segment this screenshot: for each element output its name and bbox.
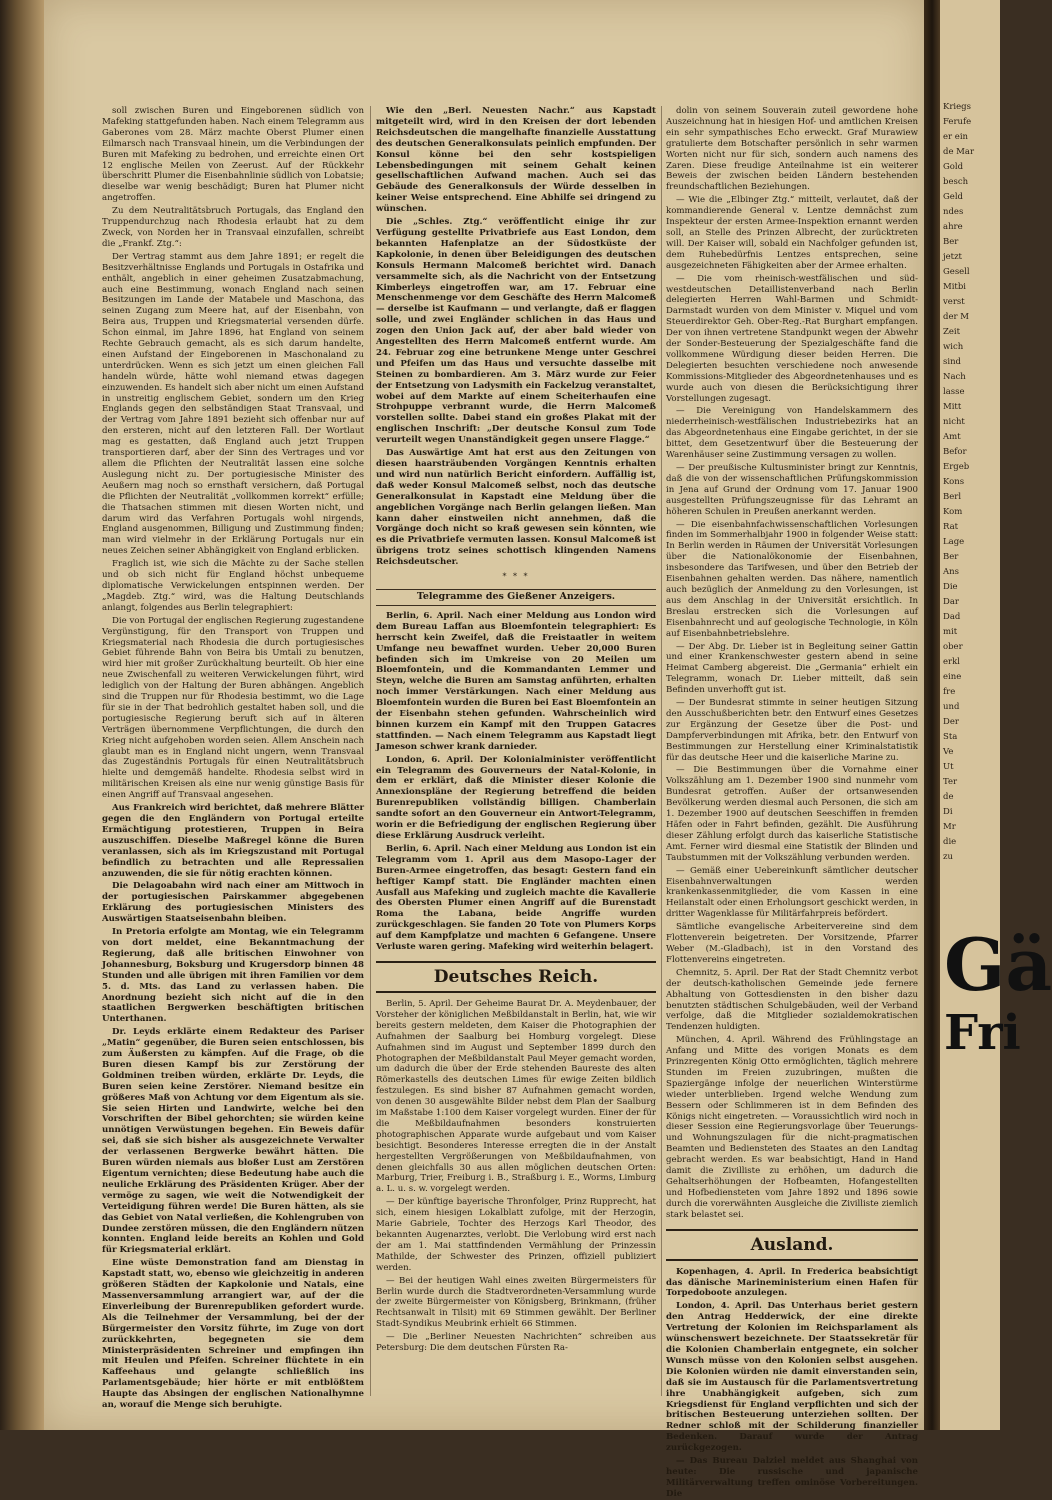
- column-3: [666, 106, 918, 1499]
- article-paragraph: — Die Vereinigung von Handelskammern des niederrheinisch-westfälischen Industriebezirks hat an das Abgeordnetenhaus eine Eingabe gerichtet, in der sie bittet, dem Gesetzentwurf über die Besteuerung der Warenhäuser seine Zustimmung versagen zu wollen.: [666, 406, 918, 461]
- right-page-text-fragment: Dad: [943, 612, 961, 622]
- right-page-text-fragment: Die: [943, 582, 958, 592]
- article-paragraph: Die von Portugal der englischen Regierung zugestandene Vergünstigung, für den Transport von Truppen und Kriegsmaterial nach Rhodesia die durch portugiesisches Gebiet führende Bahn von Beira bis Umtali zu benutzen, wird hier mit großer Zurückhaltung beurteilt. Ob hier eine neue Zwischenfall zu weiteren Verwickelungen führt, wird lediglich von der Haltung der Buren abhängen. Angeblich sind die Truppen nur für Rhodesia bestimmt, wo die Lage für sie in der That bedrohlich gestaltet haben soll, und die portugiesische Regierung beruft sich auf in älteren Verträgen übernommene Verpflichtungen, die durch den Krieg nicht aufgehoben worden seien. Allem Anschein nach glaubt man es in England nicht ungern, wenn Transvaal das Zugeständnis Portugals für einen Neutralitätsbruch hielte und demgemäß handelte. Rhodesia selbst wird in militärischen Kreisen als eine nur wenig günstige Basis für einen Angriff auf Transvaal angesehen.: [102, 615, 364, 801]
- article-paragraph: Berlin, 6. April. Nach einer Meldung aus London wird dem Bureau Laffan aus Bloemfontein telegraphiert: Es herrscht kein Zweifel, daß die Freistaatler in weitem Umfange neu bewaffnet wurden. Ueber 20,000 Buren befinden sich im Umkreise von 20 Meilen um Bloemfontein, und die Kommandanten Lemmer und Steyn, welche die Buren am Samstag anführten, erhalten noch immer Verstärkungen. Nach einer Meldung aus Bloemfontein wurden die Buren bei East Bloemfontein an der Eisenbahn stehen gefunden. Wahrscheinlich wird binnen kurzem ein Kampf mit den Truppen Gatacres stattfinden. — Nach einem Telegramm aus Kapstadt liegt Jameson schwer krank darnieder.: [376, 610, 656, 752]
- right-page-text-fragment: Berl: [943, 492, 962, 502]
- right-page-text-fragment: Sta: [943, 732, 958, 742]
- right-page-text-fragment: Der: [943, 717, 959, 727]
- right-page-text-fragment: Ber: [943, 237, 959, 247]
- article-paragraph: Wie den „Berl. Neuesten Nachr.“ aus Kapstadt mitgeteilt wird, wird in den Kreisen der dort lebenden Reichsdeutschen die mangelhafte finanzielle Ausstattung des deutschen Generalkonsulats peinlich empfunden. Der Konsul könne bei den sehr kostspieligen Lebensbedingungen mit seinem Gehalt keinen gesellschaftlichen Aufwand machen. Auch sei das Gebäude des Generalkonsuls der Würde desselben in keiner Weise entsprechend. Eine Abhilfe sei dringend zu wünschen.: [376, 106, 656, 215]
- right-page-text-fragment: Mitbi: [943, 282, 966, 292]
- article-paragraph: München, 4. April. Während des Frühlingstage an Anfang und Mitte des vorigen Monats es dem Prinzregenten König Otto ermöglichten, täglich mehrere Stunden im Freien zuzubringen, mußten die Spaziergänge infolge der neuerlichen Winterstürme wieder unterblieben. Irgend welche Wendung zum Bessern oder Schlimmeren ist in dem Befinden des Königs nicht eingetreten. — Voraussichtlich wird noch in dieser Session eine Regierungsvorlage über Teuerungs- und Wohnungszulagen für die nicht-pragmatischen Beamten und Bediensteten des Staates an den Landtag gebracht werden. Es war beabsichtigt, Hand in Hand damit die Zivilliste zu erhöhen, um dadurch die Gehaltserhöhungen der Hofbeamten, Hofangestellten und Hofbediensteten vom Jahre 1892 und 1896 sowie durch die vorerwähnten Ausgleiche die Zivilliste ziemlich stark belastet sei.: [666, 1035, 918, 1220]
- right-page-text-fragment: de Mar: [943, 147, 975, 157]
- right-page-large-letters-2: Fri: [944, 1005, 1021, 1061]
- article-paragraph: — Die eisenbahnfachwissenschaftlichen Vorlesungen finden im Sommerhalbjahr 1900 in folgender Weise statt: In Berlin werden in Räumen der Universität Vorlesungen über die Nationalökonomie der Eisenbahnen, insbesondere das Tarifwesen, und über den Betrieb der Eisenbahnen gehalten werden. Das nähere, namentlich auch bezüglich der Anmeldung zu den Vorlesungen, ist aus dem Anschlag in der Universität ersichtlich. In Breslau erstrecken sich die Vorlesungen auf Eisenbahnrecht und auf geologische Technologie, in Köln auf Eisenbahnbetriebslehre.: [666, 519, 918, 639]
- right-page-text-fragment: ahre: [943, 222, 963, 232]
- right-page-text-fragment: Mitt: [943, 402, 962, 412]
- right-page-text-fragment: eine: [943, 672, 962, 682]
- article-paragraph: Chemnitz, 5. April. Der Rat der Stadt Chemnitz verbot der deutsch-katholischen Gemeinde jede fernere Abhaltung von Gottesdiensten in den bisher dazu benutzten städtischen Schulgebäuden, weil der Verband verfolge, daß die Mitglieder sozialdemokratischen Tendenzen huldigten.: [666, 967, 918, 1033]
- right-page-text-fragment: lasse: [943, 387, 965, 397]
- right-page-text-fragment: Befor: [943, 447, 967, 457]
- article-paragraph: Das Auswärtige Amt hat erst aus den Zeitungen von diesen haarsträubenden Vorgängen Kenntnis erhalten und wird nun natürlich Bericht einfordern. Auffällig ist, daß weder Konsul Malcomeß selbst, noch das deutsche Generalkonsulat in Kapstadt eine Meldung über die angeblichen Vorgänge nach Berlin gelangen ließen. Man kann daher einstweilen nicht annehmen, daß die Vorgänge doch nicht so kraß gewesen sein könnten, wie es die Privatbriefe vermuten lassen. Konsul Malcomeß ist übrigens trotz seines schottisch klingenden Namens Reichsdeutscher.: [376, 448, 656, 568]
- article-paragraph: dolin von seinem Souverain zuteil gewordene hohe Auszeichnung hat in hiesigen Hof- und amtlichen Kreisen ein sehr sympathisches Echo erweckt. Graf Murawiew gratulierte dem Botschafter persönlich in sehr warmen Worten nicht nur für sich, sondern auch namens des Zaren. Diese freudige Anteilnahme ist ein weiterer Beweis der zwischen beiden Ländern bestehenden freundschaftlichen Beziehungen.: [666, 106, 918, 193]
- article-paragraph: soll zwischen Buren und Eingeborenen südlich von Mafeking stattgefunden haben. Nach einem Telegramm aus Gaberones vom 28. März machte Oberst Plumer einen Eilmarsch nach Transvaal hinein, um die Verbindungen der Buren mit Mafeking zu bedrohen, und erreichte einen Ort 12 englische Meilen von Zeerust. Auf der Rückkehr überschritt Plumer die Eisenbahnlinie südlich von Lobatsie; dieselbe war wenig beschädigt; Buren hat Plumer nicht angetroffen.: [102, 106, 364, 204]
- article-paragraph: — Das Bureau Dalziel meldet aus Shanghai von heute: Die russische und japanische Militärverwaltung treffen ominöse Vorbereitungen. Die: [666, 1456, 918, 1499]
- article-paragraph: In Pretoria erfolgte am Montag, wie ein Telegramm von dort meldet, eine Bekanntmachung der Regierung, daß alle britischen Einwohner von Johannesburg, Boksburg und Krugersdorp binnen 48 Stunden und alle übrigen mit ihren Familien vor dem 5. d. Mts. das Land zu verlassen haben. Die Anordnung bezieht sich nicht auf die in den staatlichen Bergwerken beschäftigten britischen Unterthanen.: [102, 927, 364, 1025]
- right-page-text-fragment: Ergeb: [943, 462, 970, 472]
- right-page-text-fragment: Kom: [943, 507, 963, 517]
- section-title-ausland: Ausland.: [666, 1229, 918, 1261]
- right-page-text-fragment: der M: [943, 312, 969, 322]
- right-page-large-letters: Gä: [944, 922, 1052, 1007]
- article-paragraph: — Die Bestimmungen über die Vornahme einer Volkszählung am 1. Dezember 1900 sind nunmehr vom Bundesrat getroffen. Außer der ortsanwesenden Bevölkerung werden diesmal auch Personen, die sich am 1. Dezember 1900 auf deutschen Seeschiffen in fremden Häfen oder in Fahrt befinden, gezählt. Die Ausführung dieser Zählung erfolgt durch das kaiserliche Statistische Amt. Ferner wird diesmal eine Statistik der Blinden und Taubstummen mit der Volkszählung verbunden werden.: [666, 765, 918, 863]
- right-page-text-fragment: Zeit: [943, 327, 961, 337]
- article-paragraph: Sämtliche evangelische Arbeitervereine sind dem Flottenverein beigetreten. Der Vorsitzende, Pfarrer Weber (M.-Gladbach), ist in den Vorstand des Flottenvereins eingetreten.: [666, 922, 918, 965]
- right-page-text-fragment: sind: [943, 357, 961, 367]
- right-page-text-fragment: fre: [943, 687, 956, 697]
- column-1: [102, 106, 364, 1411]
- article-paragraph: Fraglich ist, wie sich die Mächte zu der Sache stellen und ob sich nicht für England höchst unbequeme diplomatische Verwickelungen entspinnen werden. Der „Magdeb. Ztg.“ wird, was die Haltung Deutschlands anlangt, folgendes aus Berlin telegraphiert:: [102, 559, 364, 613]
- right-page-text-fragment: Lage: [943, 537, 965, 547]
- right-page-text-fragment: Ve: [943, 747, 954, 757]
- article-paragraph: Zu dem Neutralitätsbruch Portugals, das England den Truppendurchzug nach Rhodesia erlaubt hat zu dem Zweck, von Norden her in Transvaal einzufallen, schreibt die „Frankf. Ztg.“:: [102, 206, 364, 249]
- right-page-text-fragment: ober: [943, 642, 963, 652]
- article-paragraph: London, 4. April. Das Unterhaus beriet gestern den Antrag Hedderwick, der eine direkte Vertretung der Kolonien im Reichsparlament als wünschenswert bezeichnete. Der Staatssekretär für die Kolonien Chamberlain entgegnete, ein solcher Wunsch müsse von den Kolonien selbst ausgehen. Die Kolonien würden nie damit einverstanden sein, daß sie im Austausch für die Parlamentsvertretung ihre Unabhängigkeit aufgeben, sich zum Kriegsdienst für England verpflichten und sich der britischen Besteuerung unterziehen sollten. Der Redner schloß mit der Schilderung finanzieller Bedenken. Darauf wurde der Antrag zurückgezogen.: [666, 1301, 918, 1454]
- right-page-fragment: [940, 0, 1052, 1430]
- article-paragraph: Kopenhagen, 4. April. In Frederica beabsichtigt das dänische Marineministerium einen Hafen für Torpedoboote anzulegen.: [666, 1266, 918, 1299]
- article-paragraph: — Der Bundesrat stimmte in seiner heutigen Sitzung den Ausschußberichten betr. den Entwurf eines Gesetzes zur Ergänzung der Gesetze über die Post- und Dampferverbindungen mit Afrika, betr. den Entwurf von Bestimmungen zur Herstellung einer Kriminalstatistik für das deutsche Heer und die kaiserliche Marine zu.: [666, 698, 918, 763]
- right-page-text-fragment: Gold: [943, 162, 964, 172]
- column-rule: [370, 106, 371, 1396]
- right-page-text-fragment: verst: [943, 297, 965, 307]
- right-page-text-fragment: Gesell: [943, 267, 970, 277]
- article-paragraph: Berlin, 6. April. Nach einer Meldung aus London ist ein Telegramm vom 1. April aus dem Masopo-Lager der Buren-Armee eingetroffen, das besagt: Gestern fand ein heftiger Kampf statt. Die Engländer machten einen Ausfall aus Mafeking und zugleich machte die Kavallerie des Obersten Plumer einen Angriff auf die Burenstadt Roma the Labana, beide Angriffe wurden zurückgeschlagen. Sie fanden 20 Tote von Plumers Korps auf dem Kampfplatze und machten 6 Gefangene. Unsere Verluste waren gering. Mafeking wird weiterhin belagert.: [376, 843, 656, 953]
- article-paragraph: — Der Abg. Dr. Lieber ist in Begleitung seiner Gattin und einer Krankenschwester gestern abend in seine Heimat Camberg abgereist. Die „Germania“ erhielt ein Telegramm, wonach Dr. Lieber mitteilt, daß sein Befinden unverhofft gut ist.: [666, 641, 918, 696]
- column-2: [376, 106, 656, 1396]
- article-paragraph: — Wie die „Elbinger Ztg.“ mitteilt, verlautet, daß der kommandierende General v. Lentze demnächst zum Inspekteur der ersten Armee-Inspektion ernannt werden soll, an Stelle des Prinzen Albrecht, der zurücktreten will. Der Kaiser will, sobald ein Nachfolger gefunden ist, dem Ruhebedürfnis Lentzes entsprechen, seine ausgezeichneten Fähigkeiten aber der Armee erhalten.: [666, 195, 918, 271]
- right-page-text-fragment: Ut: [943, 762, 954, 772]
- right-page-text-fragment: ndes: [943, 207, 964, 217]
- article-paragraph: — Der preußische Kultusminister bringt zur Kenntnis, daß die von der wissenschaftlichen Prüfungskommission in Jena auf Grund der Ordnung vom 17. Januar 1900 ausgestellten Prüfungszeugnisse für das Lehramt an höheren Schulen in Preußen anerkannt werden.: [666, 463, 918, 517]
- right-page-text-fragment: Mr: [943, 822, 956, 832]
- right-page-text-fragment: Ber: [943, 552, 959, 562]
- telegram-heading: Telegramme des Gießener Anzeigers.: [376, 589, 656, 606]
- article-paragraph: Dr. Leyds erklärte einem Redakteur des Pariser „Matin“ gegenüber, die Buren seien entschlossen, bis zum Äußersten zu kämpfen. Auf die Frage, ob die Buren diesen Kampf bis zur Zerstörung der Goldminen treiben würden, erklärte Dr. Leyds, die Buren seien keine Zerstörer. Niemand besitze ein größeres Maß von Achtung vor dem Eigentum als sie. Sie seien Hirten und Landwirte, welche bei den Vorschriften der Bibel gehorchten; sie würden keine unnötigen Verwüstungen begehen. Ein Beweis dafür sei, daß sie sich bisher als ausgezeichnete Verwalter der verlassenen Bergwerke bewährt hätten. Die Buren würden niemals aus bloßer Lust am Zerstören Eigentum vernichten; diese Bedeutung habe auch die neuliche Erklärung des Präsidenten Krüger. Aber der vermöge zu sagen, wie weit die Notwendigkeit der Verteidigung führen werde! Die Buren hätten, als sie das Gebiet von Natal verließen, die Kohlengruben von Dundee zerstören müssen, die den Engländern nützen konnten. England leide bereits an Kohlen und Gold für Kriegsmaterial erklärt.: [102, 1027, 364, 1256]
- right-page-text-fragment: wich: [943, 342, 964, 352]
- left-page-edge: [0, 0, 44, 1430]
- section-title-deutsches-reich: Deutsches Reich.: [376, 961, 656, 993]
- right-page-text-fragment: besch: [943, 177, 969, 187]
- column-rule: [661, 106, 662, 1396]
- article-paragraph: London, 6. April. Der Kolonialminister veröffentlicht ein Telegramm des Gouverneurs der Natal-Kolonie, in dem er erklärt, daß die Minister dieser Kolonie die Annexionspläne der Regierung betreffend die beiden Burenrepubliken vollständig billigen. Chamberlain sandte sofort an den Gouverneur ein Antwort-Telegramm, worin er die Befriedigung der englischen Regierung über diese Erklärung Ausdruck verleiht.: [376, 754, 656, 841]
- book-gutter: [924, 0, 940, 1430]
- right-page-text-fragment: jetzt: [943, 252, 962, 262]
- right-page-text-fragment: die: [943, 837, 957, 847]
- right-page-text-fragment: mit: [943, 627, 958, 637]
- article-paragraph: Die Delagoabahn wird nach einer am Mittwoch in der portugiesischen Pairskammer abgegebenen Erklärung des portugiesischen Ministers des Auswärtigen Staatseisenbahn bleiben.: [102, 881, 364, 925]
- right-page-text-fragment: Kons: [943, 477, 965, 487]
- right-page-text-fragment: Ferufe: [943, 117, 972, 127]
- article-paragraph: — Die „Berliner Neuesten Nachrichten“ schreiben aus Petersburg: Die dem deutschen Fürsten Ra-: [376, 1332, 656, 1354]
- right-page-text-fragment: Ans: [943, 567, 959, 577]
- article-paragraph: Der Vertrag stammt aus dem Jahre 1891; er regelt die Besitzverhältnisse Englands und Portugals in Ostafrika und enthält, angeblich in einer geheimen Zusatzabmachung, auch eine Bestimmung, wonach England nach seinen Besitzungen im Lande der Matabele und Maschona, das seinen Zugang zum Meere hat, auf der Eisenbahn, von Beira aus, Truppen und Kriegsmaterial versenden dürfe. Schon einmal, im Jahre 1896, hat England von seinem Rechte Gebrauch gemacht, als es sich darum handelte, einen Aufstand der Eingeborenen in Maschonaland zu unterdrücken. Wenn es sich jetzt um einen gleichen Fall handeln würde, hätte wohl niemand etwas dagegen einzuwenden. Es handelt sich aber nicht um einen Aufstand in unstreitig englischem Gebiet, sondern um den Krieg Englands gegen den selbständigen Staat Transvaal, und der Vertrag vom Jahre 1891 bezieht sich offenbar nur auf den ersteren, nicht auf den letzteren Fall. Der Wortlaut mag es gestatten, daß England auch jetzt Truppen transportieren darf, aber der Sinn des Vertrages und vor allem die Pflichten der Neutralität lassen eine solche Auslegung nicht zu. Der portugiesische Minister des Aeußern mag noch so ernsthaft versichern, daß Portugal die Pflichten der Neutralität „vollkommen korrekt“ erfülle; die Thatsachen stimmen mit diesen Worten nicht, und darum wird das Verfahren Portugals wohl nirgends, England ausgenommen, Billigung und Zustimmung finden; man wird vielmehr in der Erklärung Portugals nur ein neues Zeichen seiner Abhängigkeit von England erblicken.: [102, 251, 364, 557]
- article-paragraph: — Die vom rheinisch-westfälischen und süd-westdeutschen Detaillistenverband nach Berlin delegierten Herren Wahl-Barmen und Schmidt-Darmstadt wurden von dem Minister v. Miquel und vom Steuerdirektor Geh. Ober-Reg.-Rat Burghart empfangen. Der von ihnen vertretene Standpunkt wegen der Abwehr der Sonder-Besteuerung der Spezialgeschäfte fand die vollkommene Würdigung dieser beiden Herren. Die Delegierten besuchten verschiedene noch anwesende Kommissions-Mitglieder des Abgeordnetenhauses und es wurde auch von diesen die Berücksichtigung ihrer Vorstellungen zugesagt.: [666, 273, 918, 404]
- right-page-text-fragment: zu: [943, 852, 953, 862]
- right-page-text-fragment: nicht: [943, 417, 965, 427]
- right-page-text-fragment: er ein: [943, 132, 969, 142]
- right-page-text-fragment: Amt: [943, 432, 961, 442]
- separator: * * *: [502, 572, 530, 582]
- article-paragraph: — Gemäß einer Uebereinkunft sämtlicher deutscher Eisenbahnverwaltungen werden krankenkassenmitglieder, die vom Kassen in eine Heilanstalt oder einen Erholungsort geschickt werden, in dritter Wagenklasse für Militärfahrpreis befördert.: [666, 865, 918, 920]
- article-paragraph: Die „Schles. Ztg.“ veröffentlicht einige ihr zur Verfügung gestellte Privatbriefe aus East London, dem bekannten Hafenplatze an der Südostküste der Kapkolonie, in denen über Beleidigungen des deutschen Konsuls Hermann Malcomeß berichtet wird. Danach versammelte sich, als die Nachricht von der Entsetzung Kimberleys eingetroffen war, am 17. Februar eine Menschenmenge vor dem Geschäfte des Herrn Malcomeß — derselbe ist Kaufmann — und verlangte, daß er flaggen solle, und zwei Engländer schlichen in das Haus und zogen den Union Jack auf, der aber bald wieder von Angestellten des Herrn Malcomeß entfernt wurde. Am 24. Februar zog eine betrunkene Menge unter Geschrei und Pfeifen um das Haus und versuchte dasselbe mit Steinen zu bombardieren. Am 3. März wurde zur Feier der Entsetzung von Ladysmith ein Fackelzug veranstaltet, wobei auf dem Markte auf einem Scheiterhaufen eine Strohpuppe verbrannt wurde, die Herrn Malcomeß vorstellen sollte. Dabei stand ein großes Plakat mit der englischen Inschrift: „Der deutsche Konsul zum Tode verurteilt wegen Unanständigkeit gegen unsere Flagge.“: [376, 217, 656, 446]
- right-page-text-fragment: Dar: [943, 597, 959, 607]
- right-page-text-fragment: Geld: [943, 192, 963, 202]
- right-page-text-fragment: erkl: [943, 657, 960, 667]
- right-page-text-fragment: Rat: [943, 522, 959, 532]
- right-page-text-fragment: de: [943, 792, 954, 802]
- right-page-text-fragment: Kriegs: [943, 102, 971, 112]
- article-paragraph: Aus Frankreich wird berichtet, daß mehrere Blätter gegen die den Engländern von Portugal erteilte Ermächtigung protestieren, Truppen in Beira auszuschiffen. Dieselbe Maßregel könne die Buren veranlassen, sich als im Kriegszustand mit Portugal befindlich zu betrachten und alle Repressalien anzuwenden, die sie für nötig erachten können.: [102, 803, 364, 879]
- article-paragraph: Berlin, 5. April. Der Geheime Baurat Dr. A. Meydenbauer, der Vorsteher der königlichen Meßbildanstalt in Berlin, hat, wie wir bereits gestern meldeten, dem Kaiser die Photographien der Aufnahmen der Saalburg bei Homburg vorgelegt. Diese Aufnahmen sind im August und September 1899 durch den Photographen der Meßbildanstalt Paul Meyer gemacht worden, um dadurch die über der Erde stehenden Baureste des alten Römerkastells des deutschen Limes für ewige Zeiten bildlich festzulegen. Es sind bisher 87 Aufnahmen gemacht worden, von denen 30 ausgewählte Bilder nebst dem Plan der Saalburg im Maßstabe 1:100 dem Kaiser vorgelegt wurden. Einer der für die Meßbildaufnahmen besonders konstruierten photographischen Apparate wurde aufgebaut und vom Kaiser besichtigt. Besonderes Interesse erregten die in der Anstalt hergestellten Vergrößerungen von Meßbildaufnahmen, von denen gleichfalls 30 aus allen möglichen deutschen Orten: Marburg, Trier, Freiburg i. B., Straßburg i. E., Worms, Limburg a. L. u. s. w. vorgelegt werden.: [376, 998, 656, 1195]
- article-paragraph: — Der künftige bayerische Thronfolger, Prinz Rupprecht, hat sich, einem hiesigen Lokalblatt zufolge, mit der Herzogin, Marie Gabriele, Tochter des Herzogs Karl Theodor, des bekannten Augenarztes, verlobt. Die Verlobung wird erst nach der am 1. Mai stattfindenden Vermählung der Prinzessin Mathilde, der Schwester des Prinzen, offiziell publiziert werden.: [376, 1197, 656, 1273]
- right-page-text-fragment: und: [943, 702, 960, 712]
- article-paragraph: — Bei der heutigen Wahl eines zweiten Bürgermeisters für Berlin wurde durch die Stadtverordneten-Versammlung wurde der zweite Bürgermeister von Königsberg, Brinkmann, (früher Rechtsanwalt in Tilsit) mit 69 Stimmen gewählt. Der Berliner Stadt-Syndikus Meubrink erhielt 66 Stimmen.: [376, 1275, 656, 1330]
- right-page-text-fragment: Di: [943, 807, 953, 817]
- article-paragraph: Eine wüste Demonstration fand am Dienstag in Kapstadt statt, wo, ebenso wie gleichzeitig in anderen größeren Städten der Kapkolonie und Natals, eine Massenversammlung arrangiert war, auf der die Einverleibung der Burenrepubliken gefordert wurde. Als die Teilnehmer der Versammlung, bei der der Bürgermeister den Vorsitz führte, im Zuge von dort zurückkehrten, begegneten sie dem Ministerpräsidenten Schreiner und empfingen ihn mit Heulen und Pfeifen. Schreiner flüchtete in ein Kaffeehaus und gelangte schließlich ins Parlamentsgebäude; hier hörte er mit entblößtem Haupte das Absingen der englischen Nationalhymne an, worauf die Menge sich beruhigte.: [102, 1258, 364, 1411]
- right-page-text-fragment: Nach: [943, 372, 966, 382]
- right-page-text-fragment: Ter: [943, 777, 958, 787]
